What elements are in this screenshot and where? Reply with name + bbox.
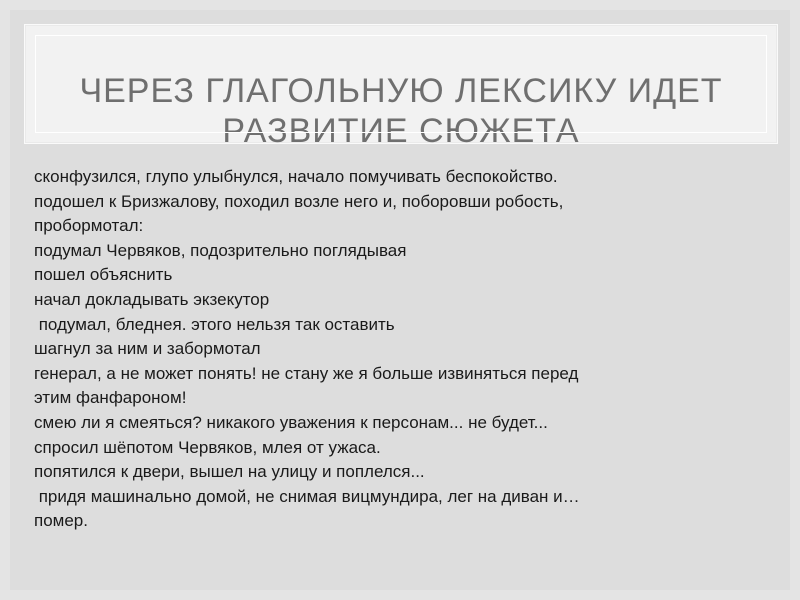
body-line: пробормотал: (34, 216, 144, 236)
body-line: попятился к двери, вышел на улицу и поплелся... (34, 462, 425, 482)
slide-title-line-1: ЧЕРЕЗ ГЛАГОЛЬНУЮ ЛЕКСИКУ ИДЕТ (79, 72, 723, 110)
body-line: начал докладывать экзекутор (34, 289, 270, 309)
slide-title (25, 71, 777, 151)
body-line: сконфузился, глупо улыбнулся, начало помучивать беспокойство. (34, 167, 558, 186)
body-line: шагнул за ним и забормотал (34, 339, 261, 359)
body-line: спросил шёпотом Червяков, млея от ужаса. (34, 437, 381, 457)
body-line: пошел объяснить (34, 265, 173, 285)
body-line: смею ли я смеяться? никакого уважения к персонам... не будет... (34, 412, 548, 432)
body-line: генерал, а не может понять! не стану же я больше извиняться перед (34, 363, 579, 383)
body-line: подошел к Бризжалову, походил возле него и, поборовши робость, (34, 191, 564, 211)
body-line: помер. (34, 511, 88, 531)
body-line: подумал, бледнея. этого нельзя так оставить (34, 314, 395, 334)
body-line: этим фанфароном! (34, 388, 187, 408)
body-line: подумал Червяков, подозрительно поглядывая (34, 240, 407, 260)
body-line: придя машинально домой, не снимая вицмундира, лег на диван и… (34, 486, 580, 506)
title-box (24, 24, 778, 150)
slide-title-line-2: РАЗВИТИЕ СЮЖЕТА (222, 112, 580, 150)
slide-body (34, 165, 764, 534)
